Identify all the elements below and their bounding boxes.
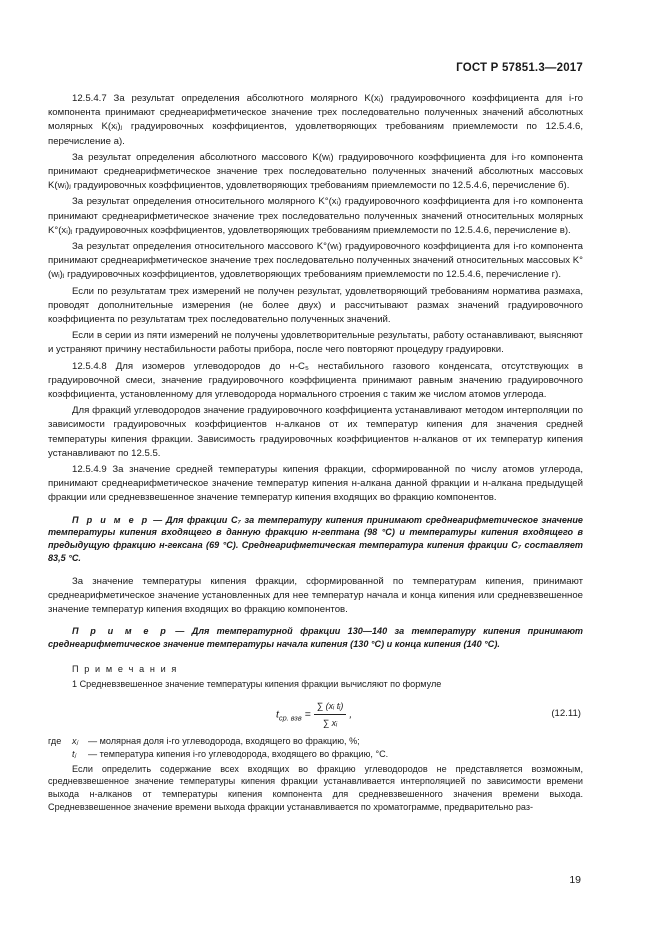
example-text: — Для температурной фракции 130—140 за температуру кипения принимают среднеарифметическое значение температуры начала кипения (130 °С) и конца кипения (140 °С). [48, 626, 583, 650]
page-number: 19 [569, 874, 581, 886]
document-body [48, 92, 583, 816]
formula-12-11 [48, 695, 583, 731]
formula-fraction [314, 699, 347, 730]
paragraph-12-5-4-8: 12.5.4.8 Для изомеров углеводородов до н-C₅ нестабильного газового конденсата, отсутствующих в градуировочной смеси, значение градуировочного коэффициента принимают равным значению градуировочного коэффициента, установленному для углеводорода нормального строения с таким же числом атомов углерода. [48, 360, 583, 401]
where-text-x: — молярная доля i-го углеводорода, входящего во фракцию, %; [88, 735, 360, 746]
document-header: ГОСТ Р 57851.3—2017 [456, 62, 583, 74]
example-label: П р и м е р [72, 514, 150, 525]
formula-number: (12.11) [551, 707, 581, 719]
where-label: где [48, 735, 62, 746]
paragraph-12-5-4-7: 12.5.4.7 За результат определения абсолютного молярного K(xᵢ) градуировочного коэффициента для i-го компонента принимают среднеарифметическое значение трех последовательно полученных значений абсолютных молярных K(xᵢ)ⱼ градуировочных коэффициентов, удовлетворяющих требованиям приемлемости по 12.5.4.6, перечисление а). [48, 93, 583, 147]
example-1 [48, 514, 583, 565]
paragraph: За результат определения относительного молярного K°(xᵢ) градуировочного коэффициента для i-го компонента принимают среднеарифметическое значение трех последовательно полученных значений относительных молярных K°(xᵢ)ⱼ градуировочных коэффициентов, удовлетворяющих требованиям приемлемости по 12.5.4.6, перечисление в). [48, 196, 583, 236]
where-symbol-x: xⱼ [72, 735, 79, 746]
paragraph-12-5-4-9: 12.5.4.9 За значение средней температуры кипения фракции, сформированной по числу атомов углерода, принимают среднеарифметическое значение температур кипения н-алкана данной фракции и н-алкана предыдущей фракции или средневзвешенное значение температур кипения входящих во фракцию компонентов. [48, 464, 583, 504]
note-tail: Если определить содержание всех входящих во фракцию углеводородов не представляется возможным, средневзвешенное значение температуры кипения фракции устанавливается интерполяцией по зависимости времени выхода н-алканов от температуры кипения компонента для средневзвешенного значения времени выхода. Средневзвешенное значение времени выхода фракции устанавливается по хроматограмме, предварительно раз- [48, 763, 583, 813]
example-text: — Для фракции C₇ за температуру кипения принимают среднеарифметическое значение температуры кипения входящего в данную фракцию н-гептана (98 °С) и температуры кипения входящего в предыдущую фракцию н-гексана (69 °С). Среднеарифметическая температура кипения фракции C₇ составляет 83,5 °С. [48, 514, 583, 564]
where-text-t: — температура кипения i-го углеводорода, входящего во фракцию, °С. [88, 748, 389, 759]
note-1: 1 Средневзвешенное значение температуры кипения фракции вычисляют по формуле [72, 678, 442, 689]
formula-legend [48, 735, 583, 763]
paragraph: За результат определения абсолютного массового K(wᵢ) градуировочного коэффициента для i-го компонента принимают среднеарифметическое значение трех последовательно полученных значений абсолютных массовых K(wᵢ)ⱼ градуировочных коэффициентов, удовлетворяющих требованиям приемлемости по 12.5.4.6, перечисление б). [48, 151, 583, 192]
paragraph: За результат определения относительного массового K°(wᵢ) градуировочного коэффициента для i-го компонента принимают среднеарифметическое значение трех последовательно полученных значений относительных массовых K°(wᵢ)ⱼ градуировочных коэффициентов, удовлетворяющих требованиям приемлемости по 12.5.4.6, перечисление г). [48, 241, 583, 281]
formula-lhs-sub: ср. взв [278, 713, 302, 723]
paragraph: Для фракций углеводородов значение градуировочного коэффициента устанавливают методом интерполяции по зависимости градуировочных коэффициентов н-алканов от их температур кипения для значения средней температуры кипения фракции. Зависимость градуировочных коэффициентов н-алканов от их температур кипения устанавливают по 12.5.5. [48, 405, 583, 459]
where-symbol-t: tⱼ [72, 748, 77, 759]
notes-title: П р и м е ч а н и я [72, 664, 178, 675]
formula-body: $t_{ср. взв}$ = $\frac{\text{∑ (xᵢ tᵢ)}}{\text{∑ xᵢ}}$ , [276, 699, 352, 730]
example-2 [48, 625, 583, 651]
paragraph: За значение температуры кипения фракции, сформированной по температурам кипения, принимают среднеарифметическое значение установленных для нее температур начала и конца кипения или средневзвешенное значение температур кипения входящих во фракцию компонентов. [48, 575, 583, 616]
paragraph: Если в серии из пяти измерений не получены удовлетворительные результаты, работу останавливают, выясняют и устраняют причину нестабильности работы прибора, после чего повторяют процедуру градуировки. [48, 330, 583, 356]
formula-lhs: t [276, 708, 279, 721]
paragraph: Если по результатам трех измерений не получен результат, удовлетворяющий требованиям норматива размаха, проводят дополнительные измерения (не более двух) и рассчитывают размах значений градуировочного коэффициента по результатам трех последовательно полученных значений. [48, 285, 583, 326]
example-label: П р и м е р [72, 626, 168, 637]
formula-denominator: ∑ xᵢ [322, 717, 338, 728]
formula-numerator: ∑ (xᵢ tᵢ) [314, 699, 347, 715]
